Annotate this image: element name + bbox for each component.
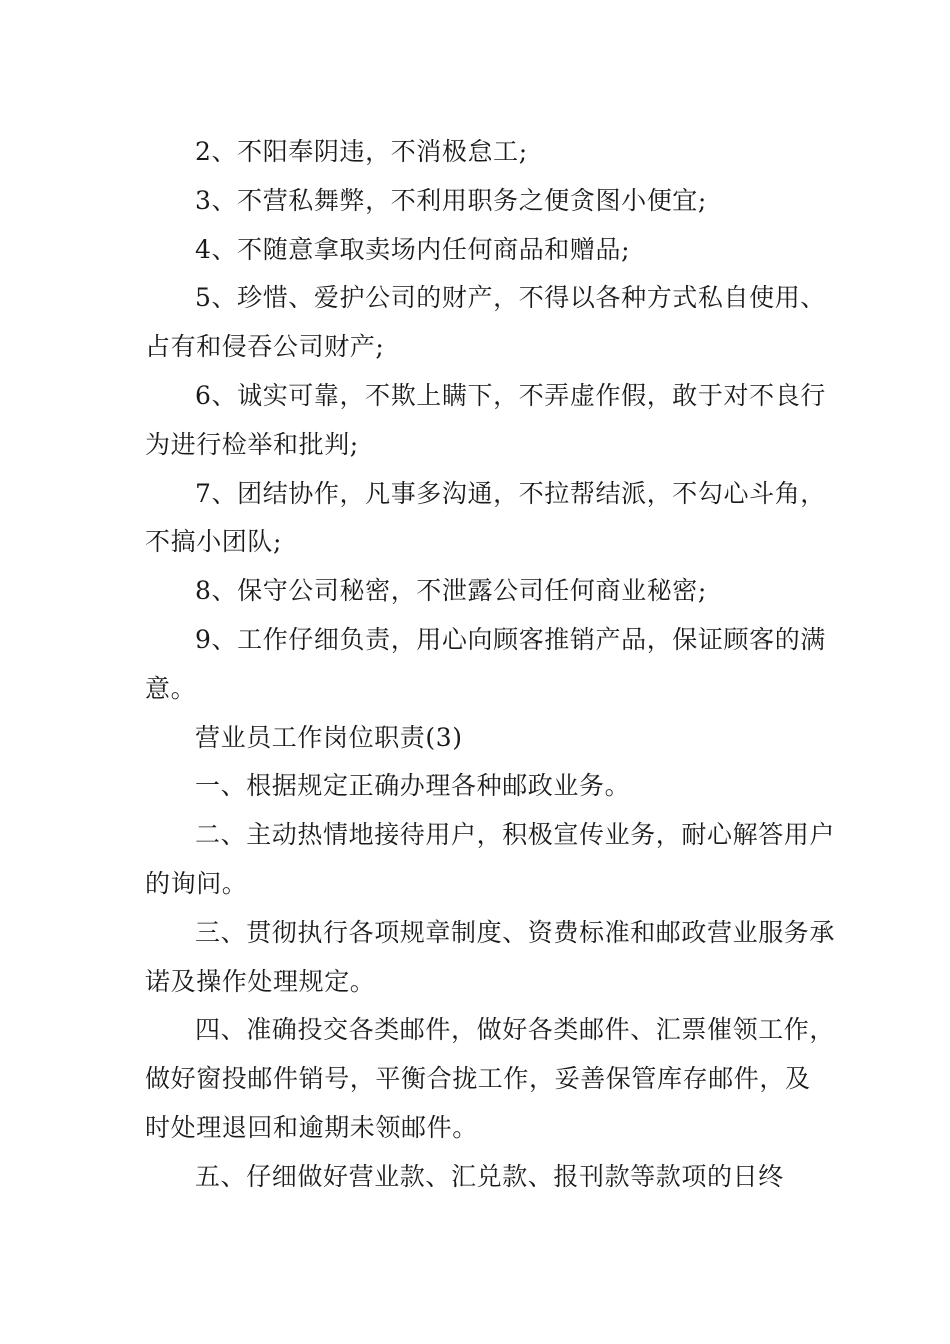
paragraph-duty-2: 二、主动热情地接待用户，积极宣传业务，耐心解答用户的询问。 xyxy=(145,820,836,898)
paragraph-rule-4: 4、不随意拿取卖场内任何商品和赠品; xyxy=(195,234,631,264)
document-body xyxy=(145,128,835,1202)
paragraph-duty-4: 四、准确投交各类邮件，做好各类邮件、汇票催领工作，做好窗投邮件销号，平衡合拢工作，妥善保管库存邮件，及时处理退回和逾期未领邮件。 xyxy=(145,1015,836,1142)
paragraph-rule-7: 7、团结协作，凡事多沟通，不拉帮结派，不勾心斗角，不搞小团队; xyxy=(145,478,826,557)
paragraph-rule-8: 8、保守公司秘密，不泄露公司任何商业秘密; xyxy=(195,576,707,606)
paragraph-rule-9: 9、工作仔细负责，用心向顾客推销产品，保证顾客的满意。 xyxy=(145,624,826,703)
section-heading: 营业员工作岗位职责(3) xyxy=(195,722,463,752)
paragraph-rule-3: 3、不营私舞弊，不利用职务之便贪图小便宜; xyxy=(195,185,707,215)
paragraph-rule-5: 5、珍惜、爱护公司的财产，不得以各种方式私自使用、占有和侵吞公司财产; xyxy=(145,283,826,362)
paragraph-rule-6: 6、诚实可靠，不欺上瞒下，不弄虚作假，敢于对不良行为进行检举和批判; xyxy=(145,380,826,459)
paragraph-duty-3: 三、贯彻执行各项规章制度、资费标准和邮政营业服务承诺及操作处理规定。 xyxy=(145,917,836,996)
paragraph-rule-2: 2、不阳奉阴违，不消极怠工; xyxy=(195,137,528,166)
paragraph-duty-5: 五、仔细做好营业款、汇兑款、报刊款等款项的日终 xyxy=(195,1161,784,1191)
paragraph-duty-1: 一、根据规定正确办理各种邮政业务。 xyxy=(195,771,631,801)
